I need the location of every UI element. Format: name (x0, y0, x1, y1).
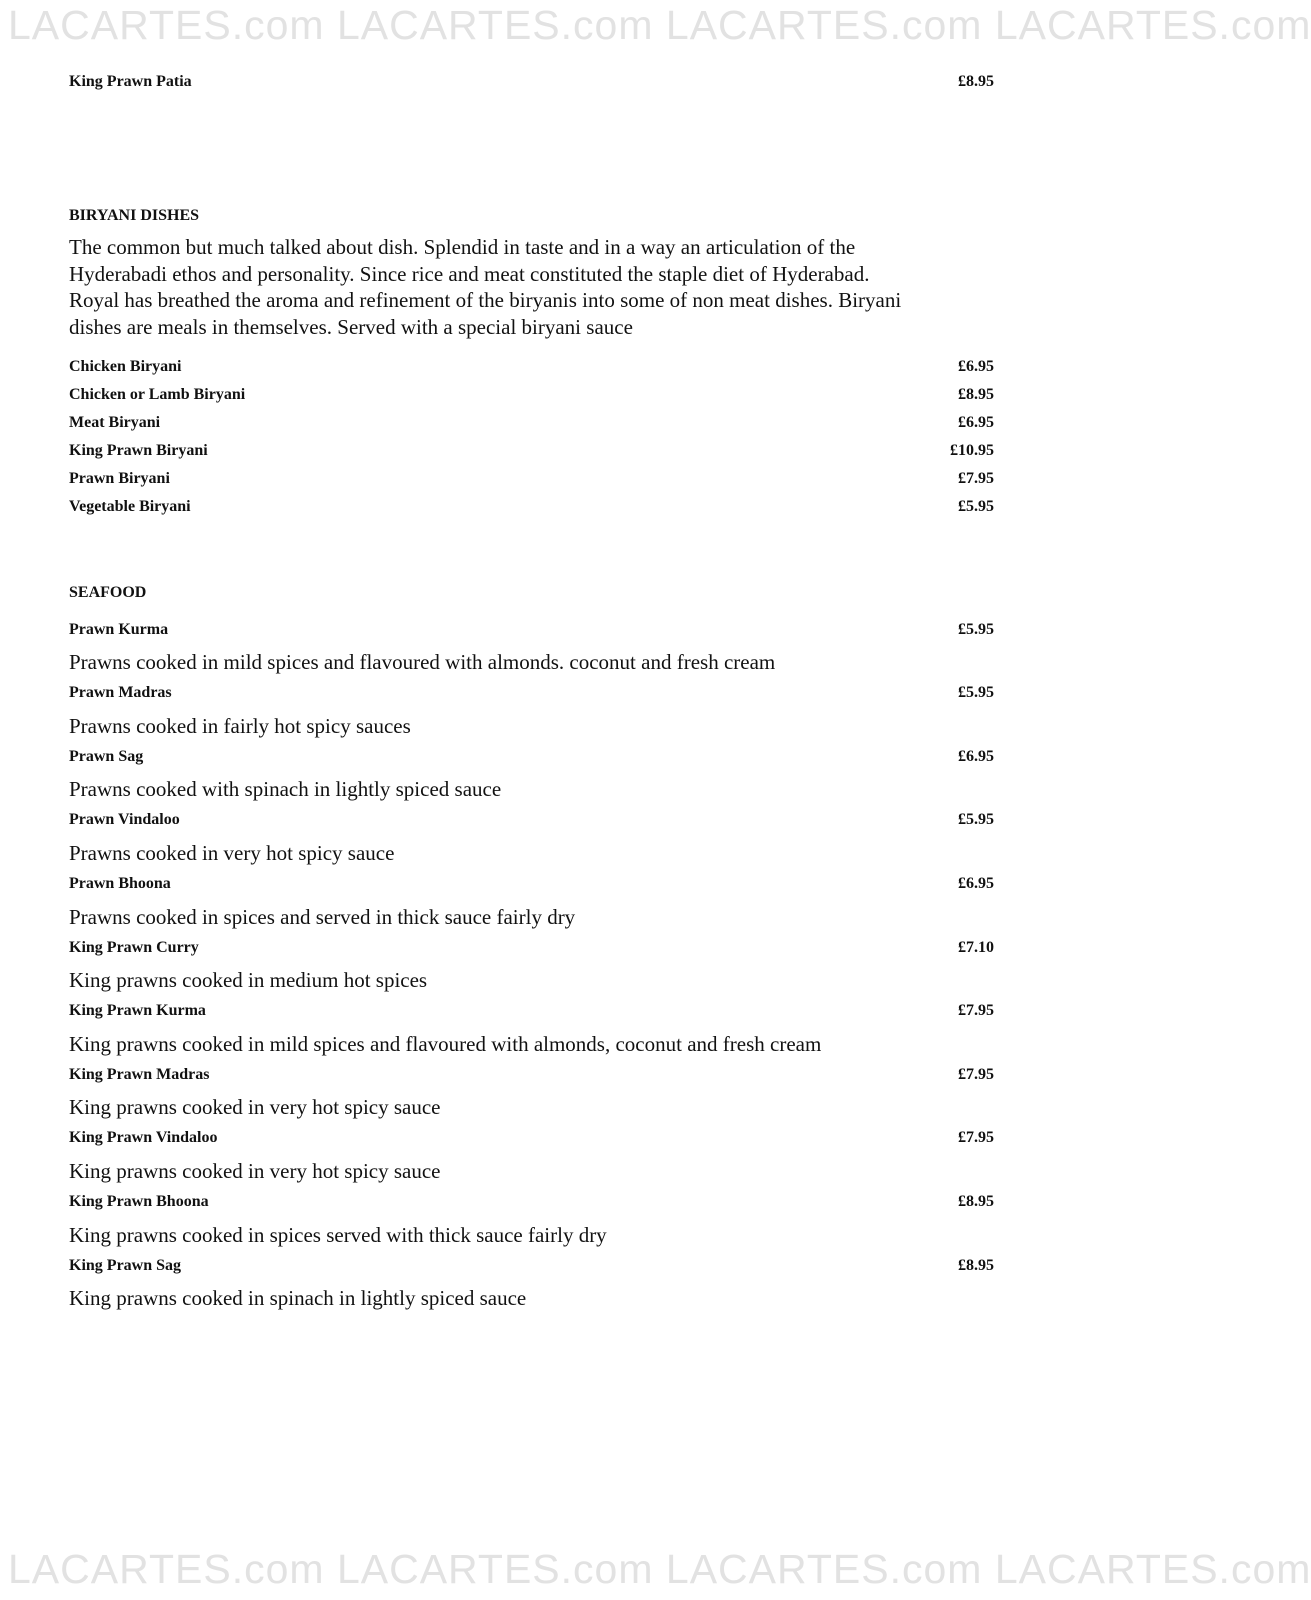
item-name: King Prawn Curry (69, 939, 199, 956)
item-price: £6.95 (958, 875, 994, 892)
item-description: Prawns cooked in mild spices and flavoured with almonds. coconut and fresh cream (69, 650, 776, 674)
item-description: Prawns cooked in spices and served in thick sauce fairly dry (69, 905, 576, 929)
item-price: £7.95 (958, 470, 994, 487)
item-price: £6.95 (958, 358, 994, 375)
item-name: King Prawn Bhoona (69, 1193, 209, 1210)
item-price: £10.95 (950, 442, 994, 459)
item-description: King prawns cooked in very hot spicy sauce (69, 1159, 441, 1183)
menu-item (69, 1065, 994, 1085)
item-name: King Prawn Kurma (69, 1002, 206, 1019)
item-price: £7.95 (958, 1002, 994, 1019)
item-name: King Prawn Sag (69, 1257, 182, 1274)
item-description: Prawns cooked with spinach in lightly spiced sauce (69, 777, 502, 801)
item-price: £5.95 (958, 811, 994, 828)
menu-item (69, 1128, 994, 1148)
section-title-biryani: BIRYANI DISHES (69, 207, 200, 224)
menu-item (69, 469, 994, 489)
menu-item (69, 413, 994, 433)
item-price: £5.95 (958, 621, 994, 638)
watermark-bottom: LACARTES.com LACARTES.com LACARTES.com LACARTES.com (8, 1546, 1311, 1592)
item-name: King Prawn Vindaloo (69, 1129, 218, 1146)
item-description: Prawns cooked in fairly hot spicy sauces (69, 714, 411, 738)
menu-item (69, 1192, 994, 1212)
item-name: King Prawn Patia (69, 73, 192, 90)
menu-item (69, 1256, 994, 1276)
item-name: Prawn Bhoona (69, 875, 171, 892)
menu-item (69, 441, 994, 461)
menu-item (69, 810, 994, 830)
section-title-seafood: SEAFOOD (69, 584, 147, 601)
menu-item (69, 357, 994, 377)
menu-item (69, 1001, 994, 1021)
biryani-intro: The common but much talked about dish. Splendid in taste and in a way an articulation of the Hyderabadi ethos and personality. Since rice and meat constituted the staple diet of Hyderabad. Royal has breathed the aroma and refinement of the biryanis into some of non meat dishes. Biryani dishes are meals in themselves. Served with a special biryani sauce (69, 235, 902, 339)
item-price: £5.95 (958, 498, 994, 515)
menu-item (69, 385, 994, 405)
item-name: Prawn Biryani (69, 470, 170, 487)
item-description: King prawns cooked in spinach in lightly spiced sauce (69, 1286, 527, 1310)
item-price: £7.95 (958, 1066, 994, 1083)
item-name: King Prawn Biryani (69, 442, 208, 459)
menu-item (69, 683, 994, 703)
item-name: Chicken or Lamb Biryani (69, 386, 246, 403)
item-price: £6.95 (958, 748, 994, 765)
menu-item (69, 497, 994, 517)
menu-item (69, 747, 994, 767)
item-description: King prawns cooked in mild spices and flavoured with almonds, coconut and fresh cream (69, 1032, 822, 1056)
item-price: £8.95 (958, 73, 994, 90)
item-name: Meat Biryani (69, 414, 161, 431)
item-name: Prawn Vindaloo (69, 811, 180, 828)
item-name: Prawn Kurma (69, 621, 169, 638)
item-price: £8.95 (958, 386, 994, 403)
item-price: £6.95 (958, 414, 994, 431)
item-description: Prawns cooked in very hot spicy sauce (69, 841, 395, 865)
item-name: Vegetable Biryani (69, 498, 191, 515)
item-name: Prawn Sag (69, 748, 144, 765)
item-name: King Prawn Madras (69, 1066, 210, 1083)
item-description: King prawns cooked in spices served with thick sauce fairly dry (69, 1223, 607, 1247)
menu-item (69, 620, 994, 640)
item-price: £8.95 (958, 1193, 994, 1210)
menu-item (69, 938, 994, 958)
item-name: Prawn Madras (69, 684, 172, 701)
menu-item-king-prawn-patia (69, 72, 994, 92)
item-price: £7.10 (958, 939, 994, 956)
watermark-top: LACARTES.com LACARTES.com LACARTES.com LACARTES.com (8, 2, 1311, 48)
menu-item (69, 874, 994, 894)
item-price: £8.95 (958, 1257, 994, 1274)
item-price: £7.95 (958, 1129, 994, 1146)
item-description: King prawns cooked in medium hot spices (69, 968, 428, 992)
item-name: Chicken Biryani (69, 358, 182, 375)
item-description: King prawns cooked in very hot spicy sauce (69, 1095, 441, 1119)
item-price: £5.95 (958, 684, 994, 701)
